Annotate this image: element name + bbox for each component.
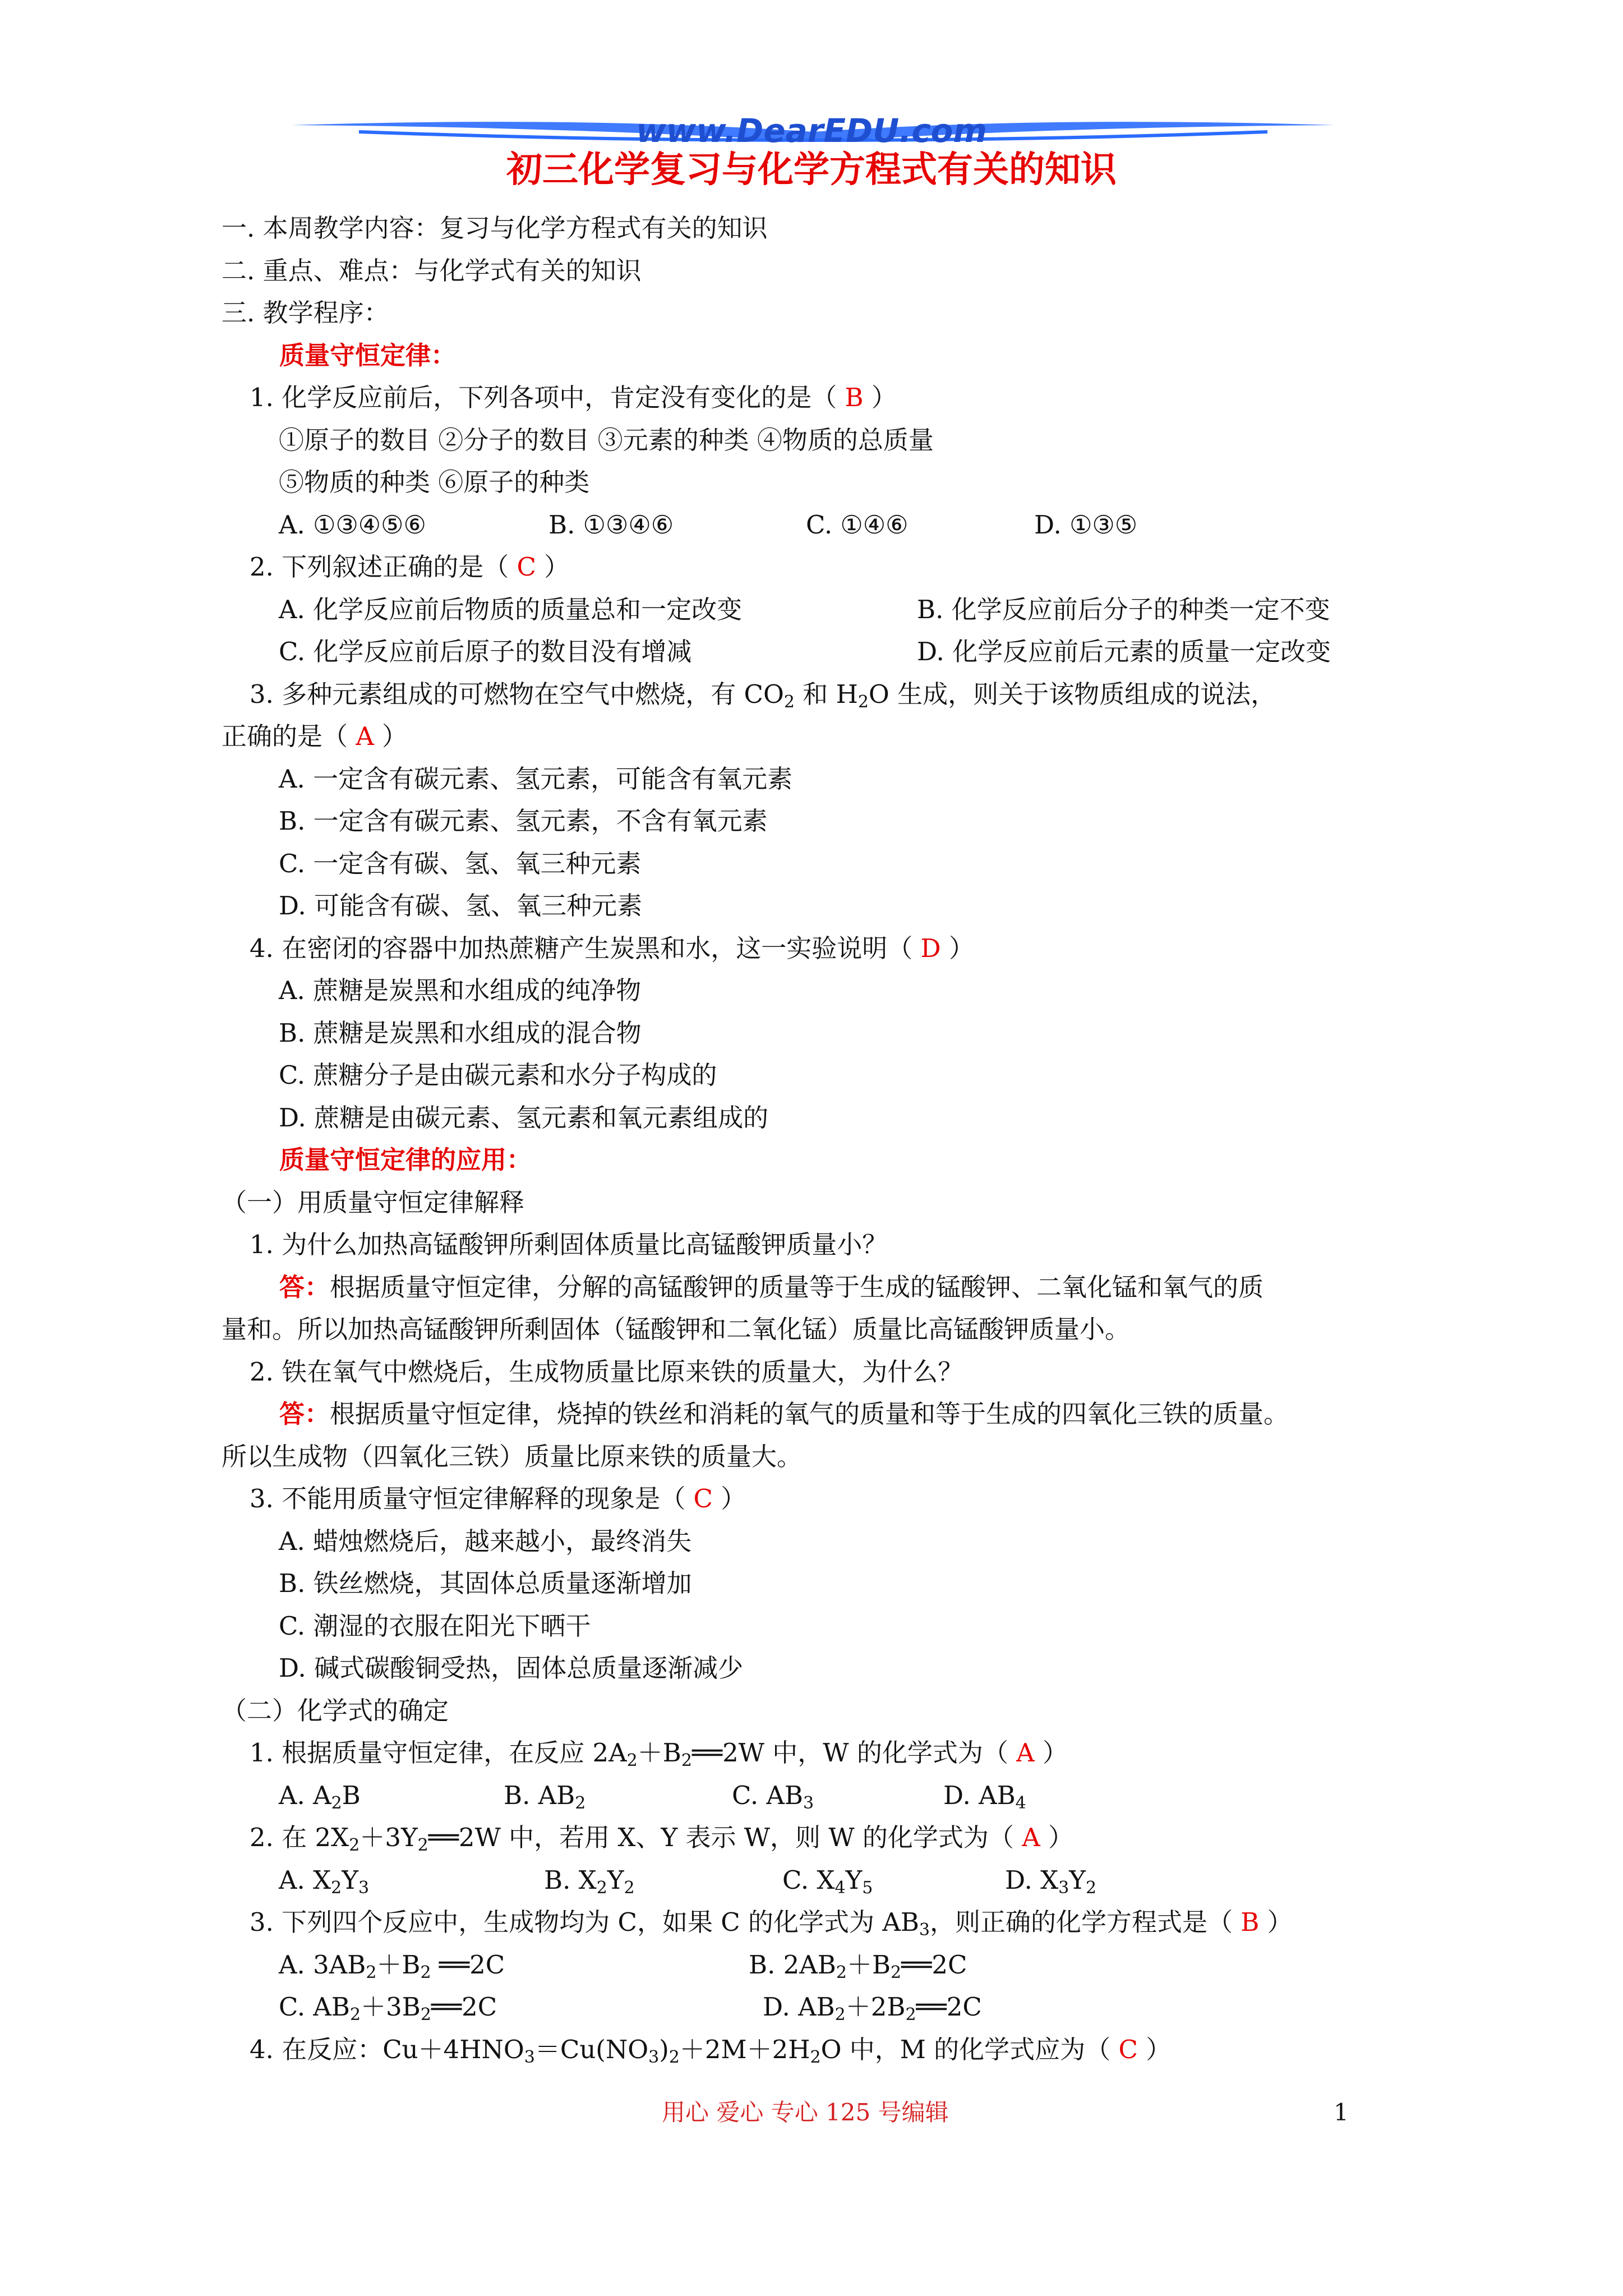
text-line xyxy=(279,593,742,627)
text-segment: ══2C xyxy=(916,1992,982,2022)
text-line xyxy=(279,804,768,838)
footer-note: 用心 爱心 专心 125 号编辑 xyxy=(662,2099,949,2126)
text-segment: 2 xyxy=(417,1835,428,1855)
answer-letter: B xyxy=(1241,1907,1260,1937)
text-segment: 一. 本周教学内容：复习与化学方程式有关的知识 xyxy=(222,213,768,243)
text-segment: ） xyxy=(374,721,408,751)
text-segment: ） xyxy=(1259,1907,1293,1937)
text-segment: ＋3Y xyxy=(359,1823,418,1852)
text-line xyxy=(279,508,426,542)
text-segment: （二）化学式的确定 xyxy=(222,1696,449,1726)
text-segment: 2 xyxy=(331,1878,342,1898)
text-line xyxy=(250,932,974,965)
text-line xyxy=(250,550,569,584)
text-segment: 3. 不能用质量守恒定律解释的现象是（ xyxy=(250,1484,694,1513)
text-segment: C. 蔗糖分子是由碳元素和水分子构成的 xyxy=(279,1060,717,1090)
text-segment: ＋3B xyxy=(361,1992,421,2022)
highlight-label: 质量守恒定律的应用： xyxy=(279,1145,532,1175)
text-segment: 2 xyxy=(857,692,869,712)
text-segment: B. 化学反应前后分子的种类一定不变 xyxy=(917,595,1330,624)
text-line xyxy=(763,1990,982,2032)
text-segment: A. 3AB xyxy=(279,1950,366,1980)
answer-letter: C xyxy=(693,1484,713,1513)
text-segment: 3. 多种元素组成的可燃物在空气中燃烧，有 CO xyxy=(250,679,784,709)
text-segment: A. 蜡烛燃烧后，越来越小，最终消失 xyxy=(279,1526,692,1556)
text-line xyxy=(279,1016,642,1050)
text-segment: 4. 在密闭的容器中加热蔗糖产生炭黑和水，这一实验说明（ xyxy=(250,933,921,963)
text-line xyxy=(279,1397,1289,1431)
answer-letter: A xyxy=(356,721,374,751)
document-title: 初三化学复习与化学方程式有关的知识 xyxy=(506,149,1117,191)
text-line xyxy=(222,720,407,753)
text-segment: 2 xyxy=(349,1835,360,1855)
text-segment: B. 2AB xyxy=(749,1950,836,1980)
text-segment: Y xyxy=(607,1865,624,1895)
text-line xyxy=(279,889,642,923)
text-segment: 2 xyxy=(575,1793,586,1813)
text-segment: ) xyxy=(659,2035,669,2064)
text-segment: D. 蔗糖是由碳元素、氢元素和氧元素组成的 xyxy=(279,1103,769,1133)
text-segment: 2 xyxy=(366,1963,377,1982)
text-line xyxy=(250,1736,1068,1778)
text-segment: 4. 在反应：Cu＋4HNO xyxy=(250,2035,524,2064)
text-segment: A. 一定含有碳元素、氢元素，可能含有氧元素 xyxy=(279,764,793,794)
text-segment: 所以生成物（四氧化三铁）质量比原来铁的质量大。 xyxy=(222,1442,803,1471)
text-segment: B. AB xyxy=(504,1780,575,1810)
text-segment: 2 xyxy=(836,1963,847,1982)
text-segment: 2. 在 2X xyxy=(250,1823,349,1852)
highlight-label: 答： xyxy=(279,1399,330,1429)
text-segment: ） xyxy=(1040,1823,1074,1852)
text-segment: C. 潮湿的衣服在阳光下晒干 xyxy=(279,1611,591,1641)
text-segment: D. 可能含有碳、氢、氧三种元素 xyxy=(279,891,643,921)
text-line xyxy=(250,381,897,415)
text-segment: 根据质量守恒定律，烧掉的铁丝和消耗的氧气的质量和等于生成的四氧化三铁的质量。 xyxy=(330,1399,1289,1429)
text-segment: ） xyxy=(1137,2035,1172,2064)
answer-letter: C xyxy=(517,552,536,582)
text-segment: B. X xyxy=(544,1865,597,1895)
text-segment: 2 xyxy=(626,1751,638,1770)
answer-letter: D xyxy=(920,933,941,963)
text-segment: ＝Cu(NO xyxy=(534,2035,649,2064)
text-line xyxy=(279,339,456,372)
text-segment: O 生成，则关于该物质组成的说法， xyxy=(868,679,1276,709)
highlight-label: 质量守恒定律： xyxy=(279,341,457,370)
text-segment: 2 xyxy=(1085,1878,1097,1898)
text-segment: 2. 下列叙述正确的是（ xyxy=(250,552,517,582)
text-segment: ══2W 中，W 的化学式为（ xyxy=(691,1738,1017,1768)
text-segment: D. ①③⑤ xyxy=(1034,510,1138,540)
text-segment: B. 蔗糖是炭黑和水组成的混合物 xyxy=(279,1018,642,1048)
text-segment: 2. 铁在氧气中燃烧后，生成物质量比原来铁的质量大，为什么？ xyxy=(250,1357,963,1387)
text-line xyxy=(279,1864,369,1905)
text-line xyxy=(279,1779,361,1820)
text-line xyxy=(943,1779,1026,1820)
text-line xyxy=(222,1694,449,1728)
text-line xyxy=(222,211,768,245)
text-line xyxy=(1034,508,1137,542)
text-segment: 3 xyxy=(358,1878,370,1898)
text-segment: ，则正确的化学方程式是（ xyxy=(929,1907,1241,1937)
text-segment: 2 xyxy=(891,1963,902,1982)
text-segment: B. ①③④⑥ xyxy=(548,510,674,540)
text-segment: C. AB xyxy=(732,1780,804,1810)
text-line xyxy=(279,1567,692,1600)
text-segment: 3 xyxy=(803,1793,814,1813)
text-segment: ＋2B xyxy=(845,1992,906,2022)
text-segment: 2 xyxy=(783,692,795,712)
text-segment: ＋B xyxy=(376,1950,421,1980)
text-segment: Y xyxy=(342,1865,358,1895)
text-segment: 二. 重点、难点：与化学式有关的知识 xyxy=(222,256,642,286)
text-segment: 2 xyxy=(331,1793,342,1813)
text-segment: A. 蔗糖是炭黑和水组成的纯净物 xyxy=(279,976,642,1005)
text-line xyxy=(279,1143,532,1177)
text-segment: 4 xyxy=(834,1878,846,1898)
text-line xyxy=(250,1906,1293,1947)
text-segment: C. X xyxy=(782,1865,835,1895)
text-line xyxy=(222,296,389,330)
text-segment: 2 xyxy=(810,2047,821,2067)
text-line xyxy=(279,762,792,796)
text-segment: ） xyxy=(940,933,974,963)
text-line xyxy=(250,2033,1171,2074)
text-segment: B. 铁丝燃烧，其固体总质量逐渐增加 xyxy=(279,1568,692,1598)
text-line xyxy=(749,1948,967,1990)
text-line xyxy=(279,1525,691,1558)
text-segment: ══2C xyxy=(431,1992,497,2022)
text-segment: 3 xyxy=(919,1920,930,1940)
text-segment: B xyxy=(342,1780,361,1810)
text-segment: O 中，M 的化学式应为（ xyxy=(820,2035,1119,2064)
text-segment: 3 xyxy=(648,2047,660,2067)
text-line xyxy=(250,678,1276,719)
text-line xyxy=(279,1271,1264,1304)
text-segment: A. A xyxy=(279,1780,331,1810)
text-line xyxy=(279,466,589,499)
text-line xyxy=(279,1948,505,1990)
text-line xyxy=(548,508,674,542)
text-segment: 2 xyxy=(420,2005,431,2024)
text-segment: D. X xyxy=(1005,1865,1059,1895)
text-segment: 2 xyxy=(668,2047,680,2067)
text-segment: 2 xyxy=(624,1878,635,1898)
text-segment: 量和。所以加热高锰酸钾所剩固体（锰酸钾和二氧化锰）质量比高锰酸钾质量小。 xyxy=(222,1314,1131,1344)
text-line xyxy=(279,1059,717,1092)
text-segment: ） xyxy=(712,1484,746,1513)
text-segment: 2 xyxy=(596,1878,607,1898)
text-segment: ＋B xyxy=(637,1738,681,1768)
text-segment: ＋2M＋2H xyxy=(679,2035,810,2064)
highlight-label: 答： xyxy=(279,1272,330,1302)
text-segment: 4 xyxy=(1015,1793,1026,1813)
text-segment: ） xyxy=(536,552,570,582)
text-line xyxy=(279,424,934,457)
text-line xyxy=(222,254,642,288)
text-segment: ══2W 中，若用 X、Y 表示 W，则 W 的化学式为（ xyxy=(428,1823,1022,1852)
text-segment: 三. 教学程序： xyxy=(222,298,389,328)
text-line xyxy=(279,974,641,1007)
text-segment: A. X xyxy=(279,1865,331,1895)
text-segment: B. 一定含有碳元素、氢元素，不含有氧元素 xyxy=(279,806,768,836)
text-segment: D. 碱式碳酸铜受热，固体总质量逐渐减少 xyxy=(279,1653,744,1683)
text-segment: 根据质量守恒定律，分解的高锰酸钾的质量等于生成的锰酸钾、二氧化锰和氧气的质 xyxy=(330,1272,1264,1302)
text-segment: 3 xyxy=(1058,1878,1069,1898)
text-line xyxy=(279,1651,743,1685)
text-segment: A. 化学反应前后物质的质量总和一定改变 xyxy=(279,595,743,624)
text-segment: C. ①④⑥ xyxy=(806,510,909,540)
text-segment: 2 xyxy=(905,2005,916,2024)
text-segment: C. 一定含有碳、氢、氧三种元素 xyxy=(279,849,642,878)
site-logo-text[interactable]: www.DearEDU.com xyxy=(636,112,987,150)
text-line xyxy=(917,635,1331,669)
answer-letter: B xyxy=(845,383,864,412)
text-segment: ＋B xyxy=(846,1950,891,1980)
text-segment: 5 xyxy=(862,1878,873,1898)
text-segment: 3 xyxy=(524,2047,535,2067)
text-segment: ══2C xyxy=(901,1950,967,1980)
text-line xyxy=(279,1990,497,2032)
text-segment: 3. 下列四个反应中，生成物均为 C，如果 C 的化学式为 AB xyxy=(250,1907,919,1937)
text-line xyxy=(782,1864,873,1905)
text-line xyxy=(222,1186,524,1220)
text-segment: 1. 根据质量守恒定律，在反应 2A xyxy=(250,1738,627,1768)
text-line xyxy=(279,1101,768,1135)
text-segment: D. AB xyxy=(943,1780,1016,1810)
text-line xyxy=(222,1313,1130,1346)
text-segment: C. AB xyxy=(279,1992,351,2022)
text-segment: 正确的是（ xyxy=(222,721,356,751)
text-line xyxy=(806,508,908,542)
text-line xyxy=(279,1609,591,1643)
text-line xyxy=(250,1821,1073,1862)
text-segment: ） xyxy=(1034,1738,1068,1768)
text-line xyxy=(544,1864,635,1905)
text-segment: ══2C xyxy=(431,1950,505,1980)
text-segment: C. 化学反应前后原子的数目没有增减 xyxy=(279,637,692,666)
text-segment: 2 xyxy=(350,2005,361,2024)
text-line xyxy=(732,1779,814,1820)
text-line xyxy=(250,1228,887,1262)
text-segment: 和 H xyxy=(794,679,858,709)
text-segment: ①原子的数目 ②分子的数目 ③元素的种类 ④物质的总质量 xyxy=(279,425,934,455)
text-segment: ⑤物质的种类 ⑥原子的种类 xyxy=(279,467,590,497)
text-segment: （一）用质量守恒定律解释 xyxy=(222,1188,525,1217)
text-segment: A. ①③④⑤⑥ xyxy=(279,510,426,540)
text-segment: 2 xyxy=(834,2005,846,2024)
text-line xyxy=(250,1482,746,1516)
text-line xyxy=(917,593,1330,627)
text-segment: D. 化学反应前后元素的质量一定改变 xyxy=(917,637,1331,666)
text-segment: 1. 化学反应前后，下列各项中，肯定没有变化的是（ xyxy=(250,383,845,412)
page-number: 1 xyxy=(1334,2099,1349,2126)
text-line xyxy=(279,635,691,669)
text-line xyxy=(279,847,641,881)
text-line xyxy=(250,1355,963,1389)
answer-letter: C xyxy=(1118,2035,1138,2064)
text-segment: Y xyxy=(845,1865,863,1895)
text-segment: ） xyxy=(863,383,897,412)
answer-letter: A xyxy=(1016,1738,1035,1768)
text-line xyxy=(222,1440,802,1474)
text-segment: 2 xyxy=(681,1751,692,1770)
text-segment: D. AB xyxy=(763,1992,835,2022)
text-segment: Y xyxy=(1069,1865,1086,1895)
text-line xyxy=(504,1779,585,1820)
text-segment: 2 xyxy=(420,1963,431,1982)
text-segment: 1. 为什么加热高锰酸钾所剩固体质量比高锰酸钾质量小？ xyxy=(250,1230,888,1259)
text-line xyxy=(1005,1864,1096,1905)
answer-letter: A xyxy=(1022,1823,1040,1852)
